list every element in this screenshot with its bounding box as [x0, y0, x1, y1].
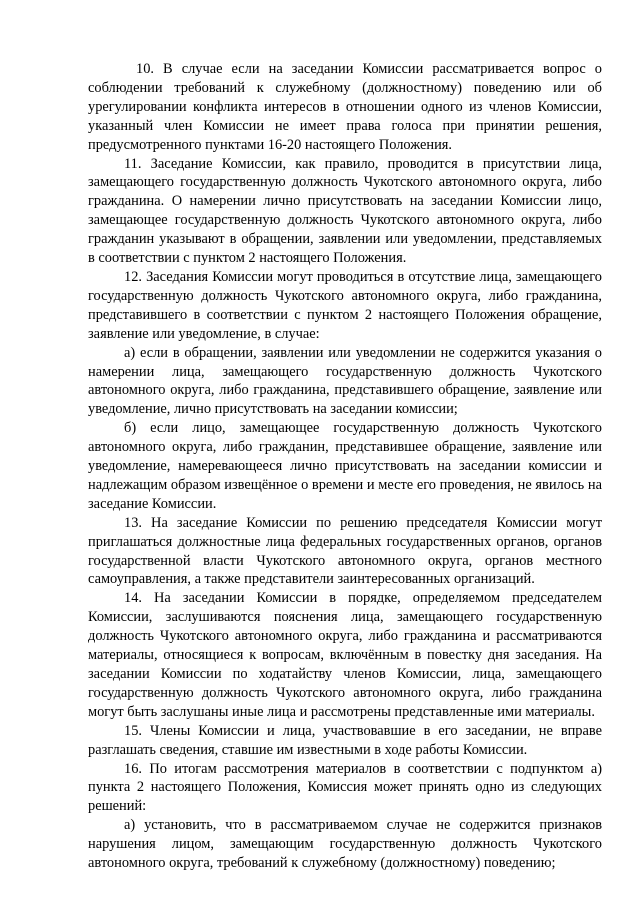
document-page: [88, 60, 602, 873]
paragraph-13: 13. На заседание Комиссии по решению председателя Комиссии могут приглашаться должностные лица федеральных государственных органов, органов государственной власти Чукотского автономного округа, органов местного самоуправления, а также представители заинтересованных организаций.: [88, 514, 602, 588]
paragraph-10: 10. В случае если на заседании Комиссии рассматривается вопрос о соблюдении требований к служебному (должностному) поведению или об урегулировании конфликта интересов в отношении одного из членов Комиссии, указанный член Комиссии не имеет права голоса при принятии решения, предусмотренного пунктами 16-20 настоящего Положения.: [88, 61, 602, 153]
paragraph-12-a: а) если в обращении, заявлении или уведомлении не содержится указания о намерении лица, замещающего государственную должность Чукотского автономного округа, либо гражданина, представившего обращение, заявление или уведомление, лично присутствовать на заседании комиссии;: [88, 344, 602, 418]
paragraph-12-b: б) если лицо, замещающее государственную должность Чукотского автономного округа, либо гражданин, представившее обращение, заявление или уведомление, намеревающееся лично присутствовать на заседании комиссии и надлежащим образом извещённое о времени и месте его проведения, не явилось на заседание Комиссии.: [88, 420, 602, 512]
paragraph-12: 12. Заседания Комиссии могут проводиться в отсутствие лица, замещающего государственную должность Чукотского автономного округа, либо гражданина, представившего в соответствии с пунктом 2 настоящего Положения обращение, заявление или уведомление, в случае:: [88, 268, 602, 342]
paragraph-16: 16. По итогам рассмотрения материалов в соответствии с подпунктом а) пункта 2 настоящего Положения, Комиссия может принять одно из следующих решений:: [88, 760, 602, 815]
paragraph-15: 15. Члены Комиссии и лица, участвовавшие в его заседании, не вправе разглашать сведения, ставшие им известными в ходе работы Комиссии.: [88, 722, 602, 758]
paragraph-16-a: а) установить, что в рассматриваемом случае не содержится признаков нарушения лицом, замещающим государственную должность Чукотского автономного округа, требований к служебному (должностному) поведению;: [88, 817, 602, 872]
paragraph-14: 14. На заседании Комиссии в порядке, определяемом председателем Комиссии, заслушиваются пояснения лица, замещающего государственную должность Чукотского автономного округа, либо гражданина и рассматриваются материалы, относящиеся к вопросам, включённым в повестку дня заседания. На заседании Комиссии по ходатайству членов Комиссии, лица, замещающего государственную должность Чукотского автономного округа, либо гражданина могут быть заслушаны иные лица и рассмотрены представленные ими материалы.: [88, 590, 602, 720]
paragraph-11: 11. Заседание Комиссии, как правило, проводится в присутствии лица, замещающего государственную должность Чукотского автономного округа, либо гражданина. О намерении лично присутствовать на заседании Комиссии лицо, замещающее государственную должность Чукотского автономного округа, либо гражданин указывают в обращении, заявлении или уведомлении, представляемых в соответствии с пунктом 2 настоящего Положения.: [88, 155, 602, 267]
